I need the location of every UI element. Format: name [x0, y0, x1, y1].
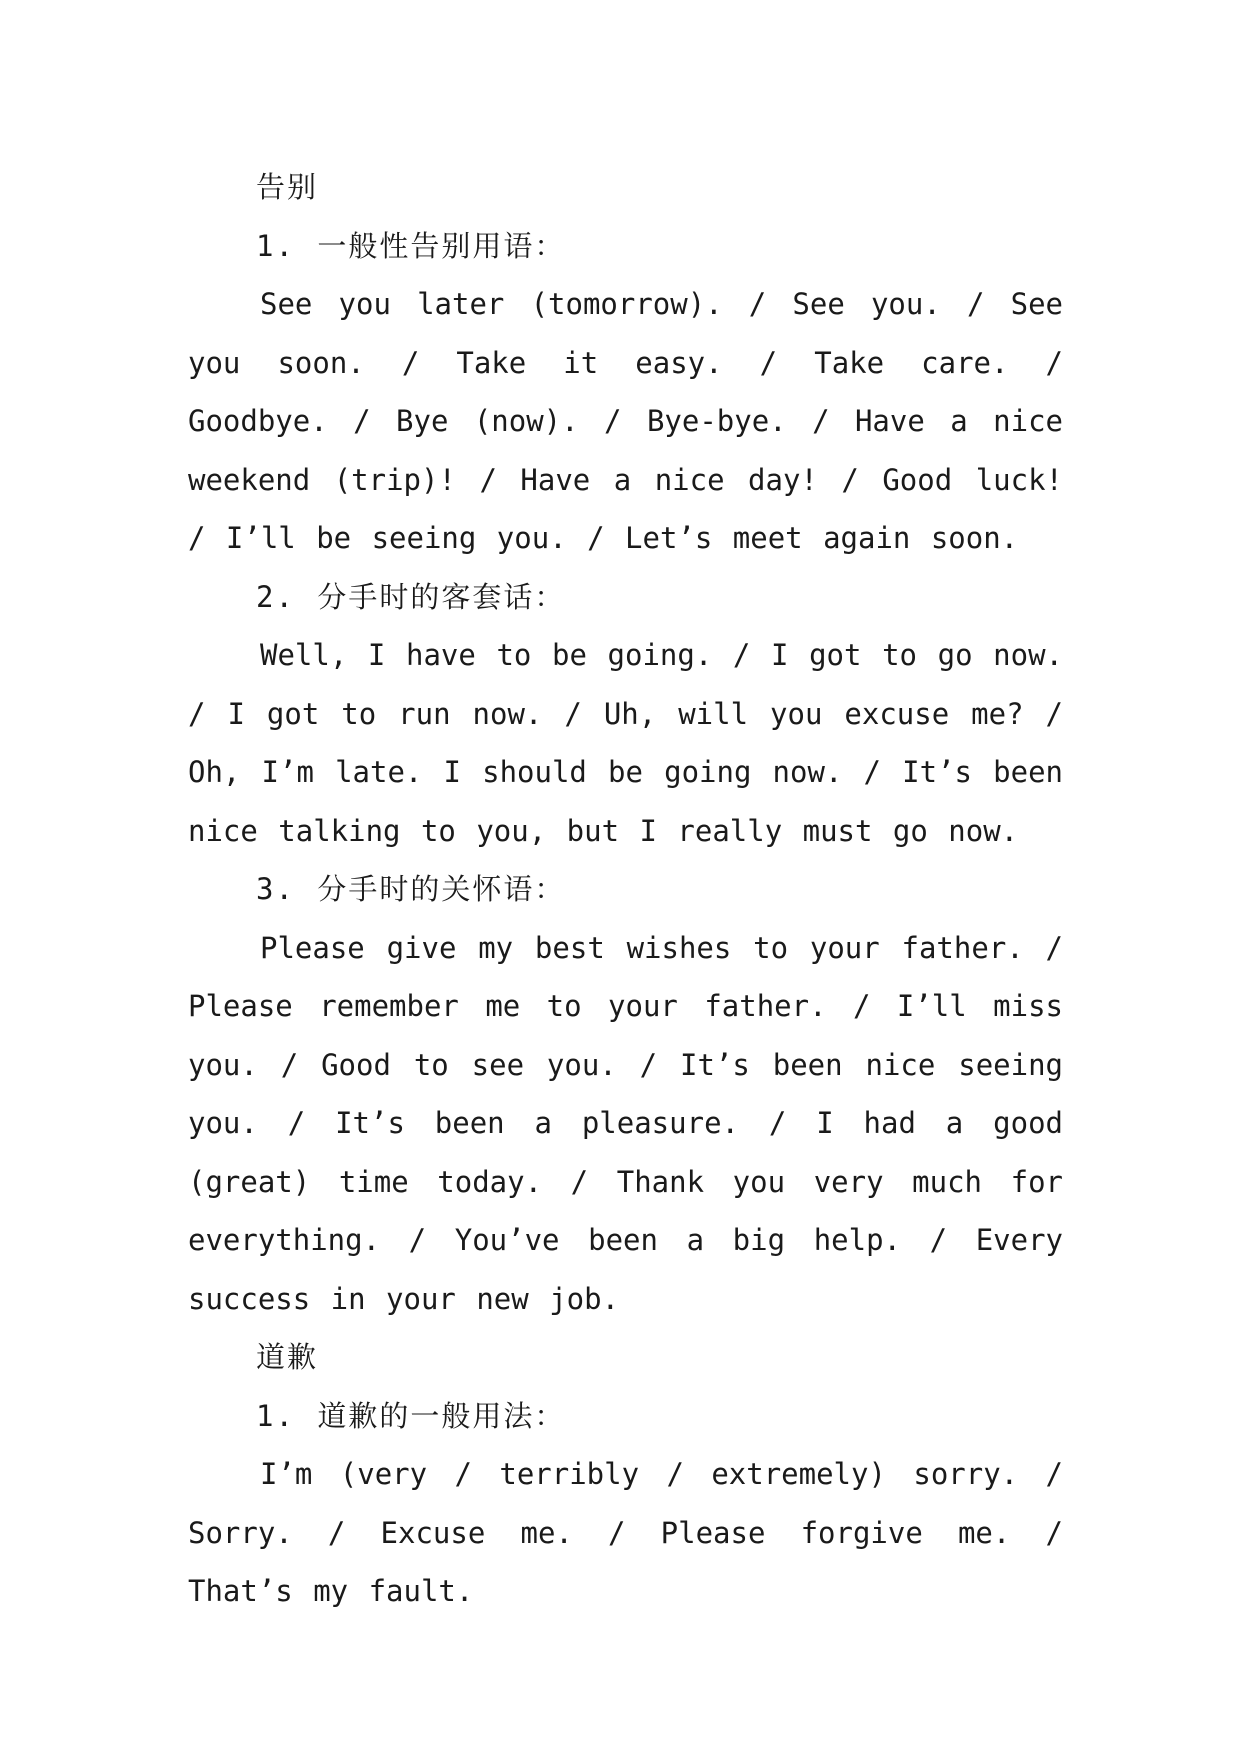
item-text-general-farewell: See you later (tomorrow). / See you. / See you soon. / Take it easy. / Take care. / Goodbye. / Bye (now). / Bye-bye. / Have a nice weekend (trip)! / Have a nice day! / Good luck! / I’ll be seeing you. / Let’s meet again soon.: [188, 287, 1063, 555]
item-label-parting-care: 3. 分手时的关怀语：: [256, 872, 566, 906]
item-label-parting-pleasantries: 2. 分手时的客套话：: [256, 579, 566, 614]
document-body: [188, 158, 1063, 1621]
section-title-apology: 道歉: [256, 1340, 319, 1374]
item-label-general-farewell: 1. 一般性告别用语：: [256, 228, 566, 263]
item-text-parting-care: Please give my best wishes to your father. / Please remember me to your father. / I’ll miss you. / Good to see you. / It’s been nice seeing you. / It’s been a pleasure. / I had a good (great) time today. / Thank you very much for everything. / You’ve been a big help. / Every success in your new job.: [188, 930, 1063, 1316]
item-text-parting-pleasantries: Well, I have to be going. / I got to go now. / I got to run now. / Uh, will you excuse me? / Oh, I’m late. I should be going now. / It’s been nice talking to you, but I really must go now.: [188, 638, 1063, 848]
section-title-farewell: 告别: [256, 170, 319, 204]
item-label-general-apology: 1. 道歉的一般用法：: [256, 1398, 566, 1433]
item-text-general-apology: I’m (very / terribly / extremely) sorry. / Sorry. / Excuse me. / Please forgive me. / That’s my fault.: [188, 1457, 1063, 1608]
